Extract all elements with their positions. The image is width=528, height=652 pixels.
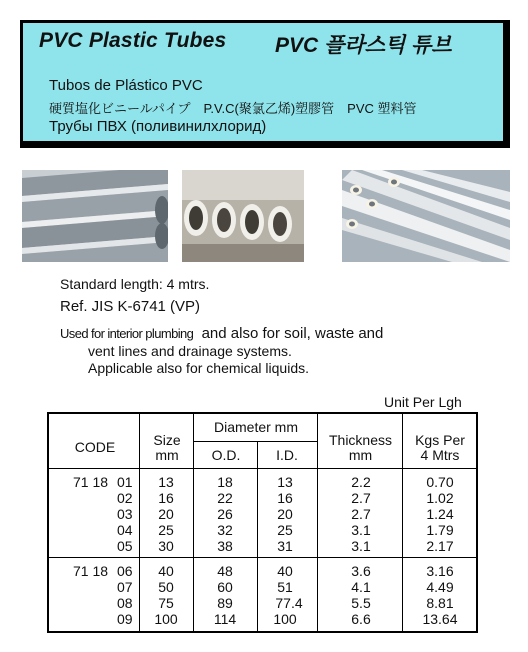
- unit-note: Unit Per Lgh: [384, 394, 462, 410]
- cell-id: 100: [273, 611, 297, 627]
- cell-thickness: 2.7: [351, 506, 371, 522]
- cell-size: 50: [158, 579, 174, 595]
- cell-kgs: 3.16: [426, 563, 454, 579]
- cell-id: 13: [277, 474, 293, 490]
- cell-kgs: 2.17: [426, 538, 454, 554]
- header-od: O.D.: [211, 447, 241, 463]
- photo-white-pvc-tube-ends: [182, 170, 304, 262]
- cell-od: 32: [217, 522, 233, 538]
- cell-size: 13: [158, 474, 174, 490]
- usage-line-2: vent lines and drainage systems.: [88, 343, 292, 359]
- cell-od: 60: [217, 579, 233, 595]
- usage-line-1: [60, 325, 383, 342]
- photo-white-pvc-tube-stack: [342, 170, 510, 262]
- table-divider: [49, 468, 476, 469]
- table-row-code: 04: [117, 522, 133, 538]
- cell-thickness: 2.2: [351, 474, 371, 490]
- table-row-code: 08: [117, 595, 133, 611]
- table-divider: [49, 557, 476, 558]
- cell-id: 40: [277, 563, 293, 579]
- table-divider: [402, 414, 403, 631]
- header-kgs-unit: 4 Mtrs: [420, 447, 460, 463]
- title-english: PVC Plastic Tubes: [39, 29, 227, 52]
- table-row-code: 06: [117, 563, 133, 579]
- cell-size: 75: [158, 595, 174, 611]
- cell-kgs: 1.24: [426, 506, 454, 522]
- cell-od: 22: [217, 490, 233, 506]
- cell-id: 20: [277, 506, 293, 522]
- cell-thickness: 5.5: [351, 595, 371, 611]
- cell-od: 89: [217, 595, 233, 611]
- code-prefix: 71 18: [73, 474, 109, 490]
- title-banner: [20, 20, 510, 148]
- table-row-code: 03: [117, 506, 133, 522]
- title-korean: PVC 플라스틱 튜브: [275, 34, 452, 57]
- cell-id: 77.4: [275, 595, 303, 611]
- title-russian: Трубы ПВХ (поливинилхлорид): [49, 118, 267, 135]
- header-code: CODE: [74, 439, 116, 455]
- cell-kgs: 1.79: [426, 522, 454, 538]
- table-row-code: 02: [117, 490, 133, 506]
- header-id: I.D.: [276, 447, 298, 463]
- title-spanish: Tubos de Plástico PVC: [49, 77, 203, 94]
- cell-id: 25: [277, 522, 293, 538]
- cell-od: 38: [217, 538, 233, 554]
- cell-kgs: 13.64: [422, 611, 458, 627]
- cell-thickness: 4.1: [351, 579, 371, 595]
- cell-od: 26: [217, 506, 233, 522]
- header-thickness: Thickness: [328, 432, 393, 448]
- table-row-code: 01: [117, 474, 133, 490]
- standard-reference: Ref. JIS K-6741 (VP): [60, 298, 201, 315]
- cell-kgs: 0.70: [426, 474, 454, 490]
- table-divider: [193, 441, 317, 442]
- header-size-unit: mm: [155, 447, 179, 463]
- cell-thickness: 2.7: [351, 490, 371, 506]
- spec-table: [47, 412, 478, 633]
- header-kgs: Kgs Per: [415, 432, 465, 448]
- title-japanese-chinese: 硬質塩化ビニールパイプ P.V.C(聚氯乙烯)塑膠管 PVC 塑料管: [49, 101, 417, 116]
- cell-size: 100: [154, 611, 178, 627]
- cell-size: 20: [158, 506, 174, 522]
- cell-thickness: 3.1: [351, 538, 371, 554]
- cell-kgs: 4.49: [426, 579, 454, 595]
- cell-thickness: 3.1: [351, 522, 371, 538]
- header-thickness-unit: mm: [348, 447, 373, 463]
- cell-id: 16: [277, 490, 293, 506]
- header-size: Size: [153, 432, 181, 448]
- cell-od: 114: [213, 611, 237, 627]
- table-row-code: 09: [117, 611, 133, 627]
- cell-id: 31: [277, 538, 293, 554]
- cell-size: 30: [158, 538, 174, 554]
- cell-size: 16: [158, 490, 174, 506]
- header-diameter: Diameter mm: [213, 419, 298, 435]
- cell-thickness: 3.6: [351, 563, 371, 579]
- usage-lead: Used for interior plumbing: [60, 326, 194, 341]
- cell-kgs: 1.02: [426, 490, 454, 506]
- cell-od: 48: [217, 563, 233, 579]
- table-row-code: 05: [117, 538, 133, 554]
- photo-grey-pvc-tubes: [22, 170, 168, 262]
- cell-od: 18: [217, 474, 233, 490]
- cell-id: 51: [277, 579, 293, 595]
- standard-length: Standard length: 4 mtrs.: [60, 276, 210, 292]
- code-prefix: 71 18: [73, 563, 109, 579]
- cell-size: 25: [158, 522, 174, 538]
- usage-line-3: Applicable also for chemical liquids.: [88, 360, 309, 376]
- table-row-code: 07: [117, 579, 133, 595]
- cell-size: 40: [158, 563, 174, 579]
- cell-kgs: 8.81: [426, 595, 454, 611]
- usage-rest: and also for soil, waste and: [201, 325, 384, 342]
- cell-thickness: 6.6: [351, 611, 371, 627]
